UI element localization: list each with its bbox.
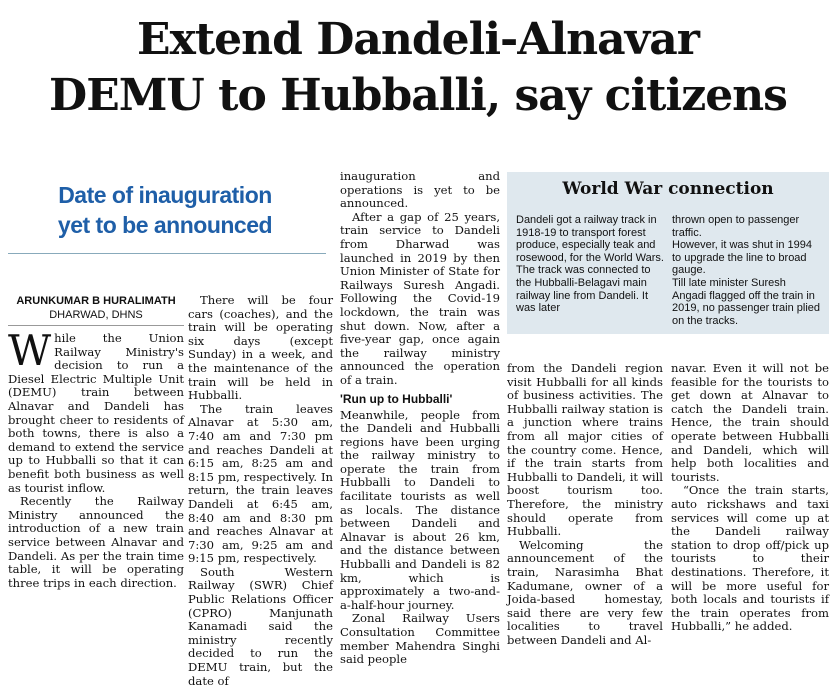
sidebar-column-2 bbox=[672, 214, 822, 327]
paragraph: Zonal Railway Users Consultation Committee member Mahendra Singhi said people bbox=[340, 611, 500, 667]
paragraph: hile the Union Railway Ministry's decision to run a Diesel Electric Multiple Unit (DEMU) train between Alnavar and Dandeli has brought cheer to residents of both towns, there is also a demand to extend the service up to Hubballi so that it can benefit both business as well as tourist inflow. bbox=[8, 331, 184, 495]
paragraph: Recently the Railway Ministry announced the introduction of a new train service between Alnavar and Dandeli. As per the train time table, it will be operating three trips in each direction. bbox=[8, 494, 184, 590]
subheading: 'Run up to Hubballi' bbox=[340, 391, 453, 406]
article-column-1 bbox=[8, 326, 184, 590]
kicker-line-1: Date of inauguration bbox=[58, 182, 272, 208]
kicker-line-2: yet to be announced bbox=[57, 212, 273, 238]
paragraph: from the Dandeli region visit Hubballi for all kinds of business activities. The Hubballi railway station is a junction where trains from all major cities of the country come. Hence, if the train starts from Hubballi to Dandeli, it will boost tourism too. Therefore, the ministry should operate from Hubballi. bbox=[507, 361, 663, 539]
paragraph: Meanwhile, people from the Dandeli and Hubballi regions have been urging the railway ministry to operate the train from Hubballi to Dandeli to facilitate tourists as well as locals. The distance between Dandeli and Alnavar is about 26 km, and the distance between Hubballi and Dandeli is 82 km, which is approximately a two-and-a-half-hour journey. bbox=[340, 407, 500, 612]
sidebar-paragraph: The track was connected to the Hubballi-Belagavi main railway line from Dandeli. It was later bbox=[516, 264, 651, 315]
paragraph: navar. Even it will not be feasible for the tourists to get down at Alnavar to catch the Dandeli train. Hence, the train should operate between Hubballi and Dandeli, which will help both localities and tourists. bbox=[671, 361, 829, 484]
drop-cap: W bbox=[8, 326, 52, 375]
sidebar-paragraph: However, it was shut in 1994 to upgrade the line to broad gauge. bbox=[672, 239, 813, 277]
paragraph: Welcoming the announcement of the train, Narasimha Bhat Kadumane, owner of a Joida-based homestay, said there are very few localities to travel between Dandeli and Al- bbox=[507, 537, 663, 647]
headline-line-1: Extend Dandeli-Alnavar bbox=[137, 14, 699, 65]
paragraph: South Western Railway (SWR) Chief Public Relations Officer (CPRO) Manjunath Kanamadi said the ministry recently decided to run the DEMU train, but the date of bbox=[188, 564, 333, 688]
article-column-4 bbox=[507, 362, 663, 647]
article-column-2 bbox=[188, 294, 333, 688]
sidebar-paragraph: thrown open to passenger traffic. bbox=[672, 214, 800, 239]
byline bbox=[8, 294, 184, 322]
paragraph: There will be four cars (coaches), and the train will be operating six days (except Sunday) in a week, and the maintenance of the train will be held in Hubballi. bbox=[188, 293, 333, 403]
article-column-5 bbox=[671, 362, 829, 634]
sidebar-title: World War connection bbox=[562, 179, 774, 199]
article-column-3 bbox=[340, 170, 500, 667]
paragraph: After a gap of 25 years, train service to Dandeli from Dharwad was launched in 2019 by then Union Minister of State for Railways Suresh Angadi. Following the Covid-19 lockdown, the train was shut down. Now, after a five-year gap, once again the railway ministry announced the operation of a train. bbox=[340, 209, 500, 387]
kicker-divider bbox=[8, 253, 326, 254]
sidebar-paragraph: Dandeli got a railway track in 1918-19 to transport forest produce, especially teak and rosewood, for the World Wars. bbox=[516, 214, 664, 264]
headline-line-2: DEMU to Hubballi, say citizens bbox=[49, 70, 787, 121]
paragraph: The train leaves Alnavar at 5:30 am, 7:40 am and 7:30 pm and reaches Dandeli at 6:15 am, 8:25 am and 8:15 pm, respectively. In return, the train leaves Dandeli at 6:45 am, 8:40 am and 8:30 pm and reaches Alnavar at 7:30 am, 9:25 am and 9:15 pm, respectively. bbox=[188, 401, 333, 566]
byline-place: DHARWAD, DHNS bbox=[49, 309, 143, 321]
paragraph: “Once the train starts, auto rickshaws and taxi services will come up at the Dandeli railway station to drop off/pick up tourists to their destinations. Therefore, it will be more useful for both locals and tourists if the train operates from Hubballi,” he added. bbox=[671, 483, 829, 634]
byline-name: ARUNKUMAR B HURALIMATH bbox=[16, 295, 176, 307]
paragraph: inauguration and operations is yet to be announced. bbox=[340, 169, 500, 211]
sidebar-paragraph: Till late minister Suresh Angadi flagged off the train in 2019, no passenger train plied on the tracks. bbox=[672, 276, 820, 327]
kicker bbox=[6, 180, 324, 240]
sidebar-column-1 bbox=[516, 214, 664, 315]
